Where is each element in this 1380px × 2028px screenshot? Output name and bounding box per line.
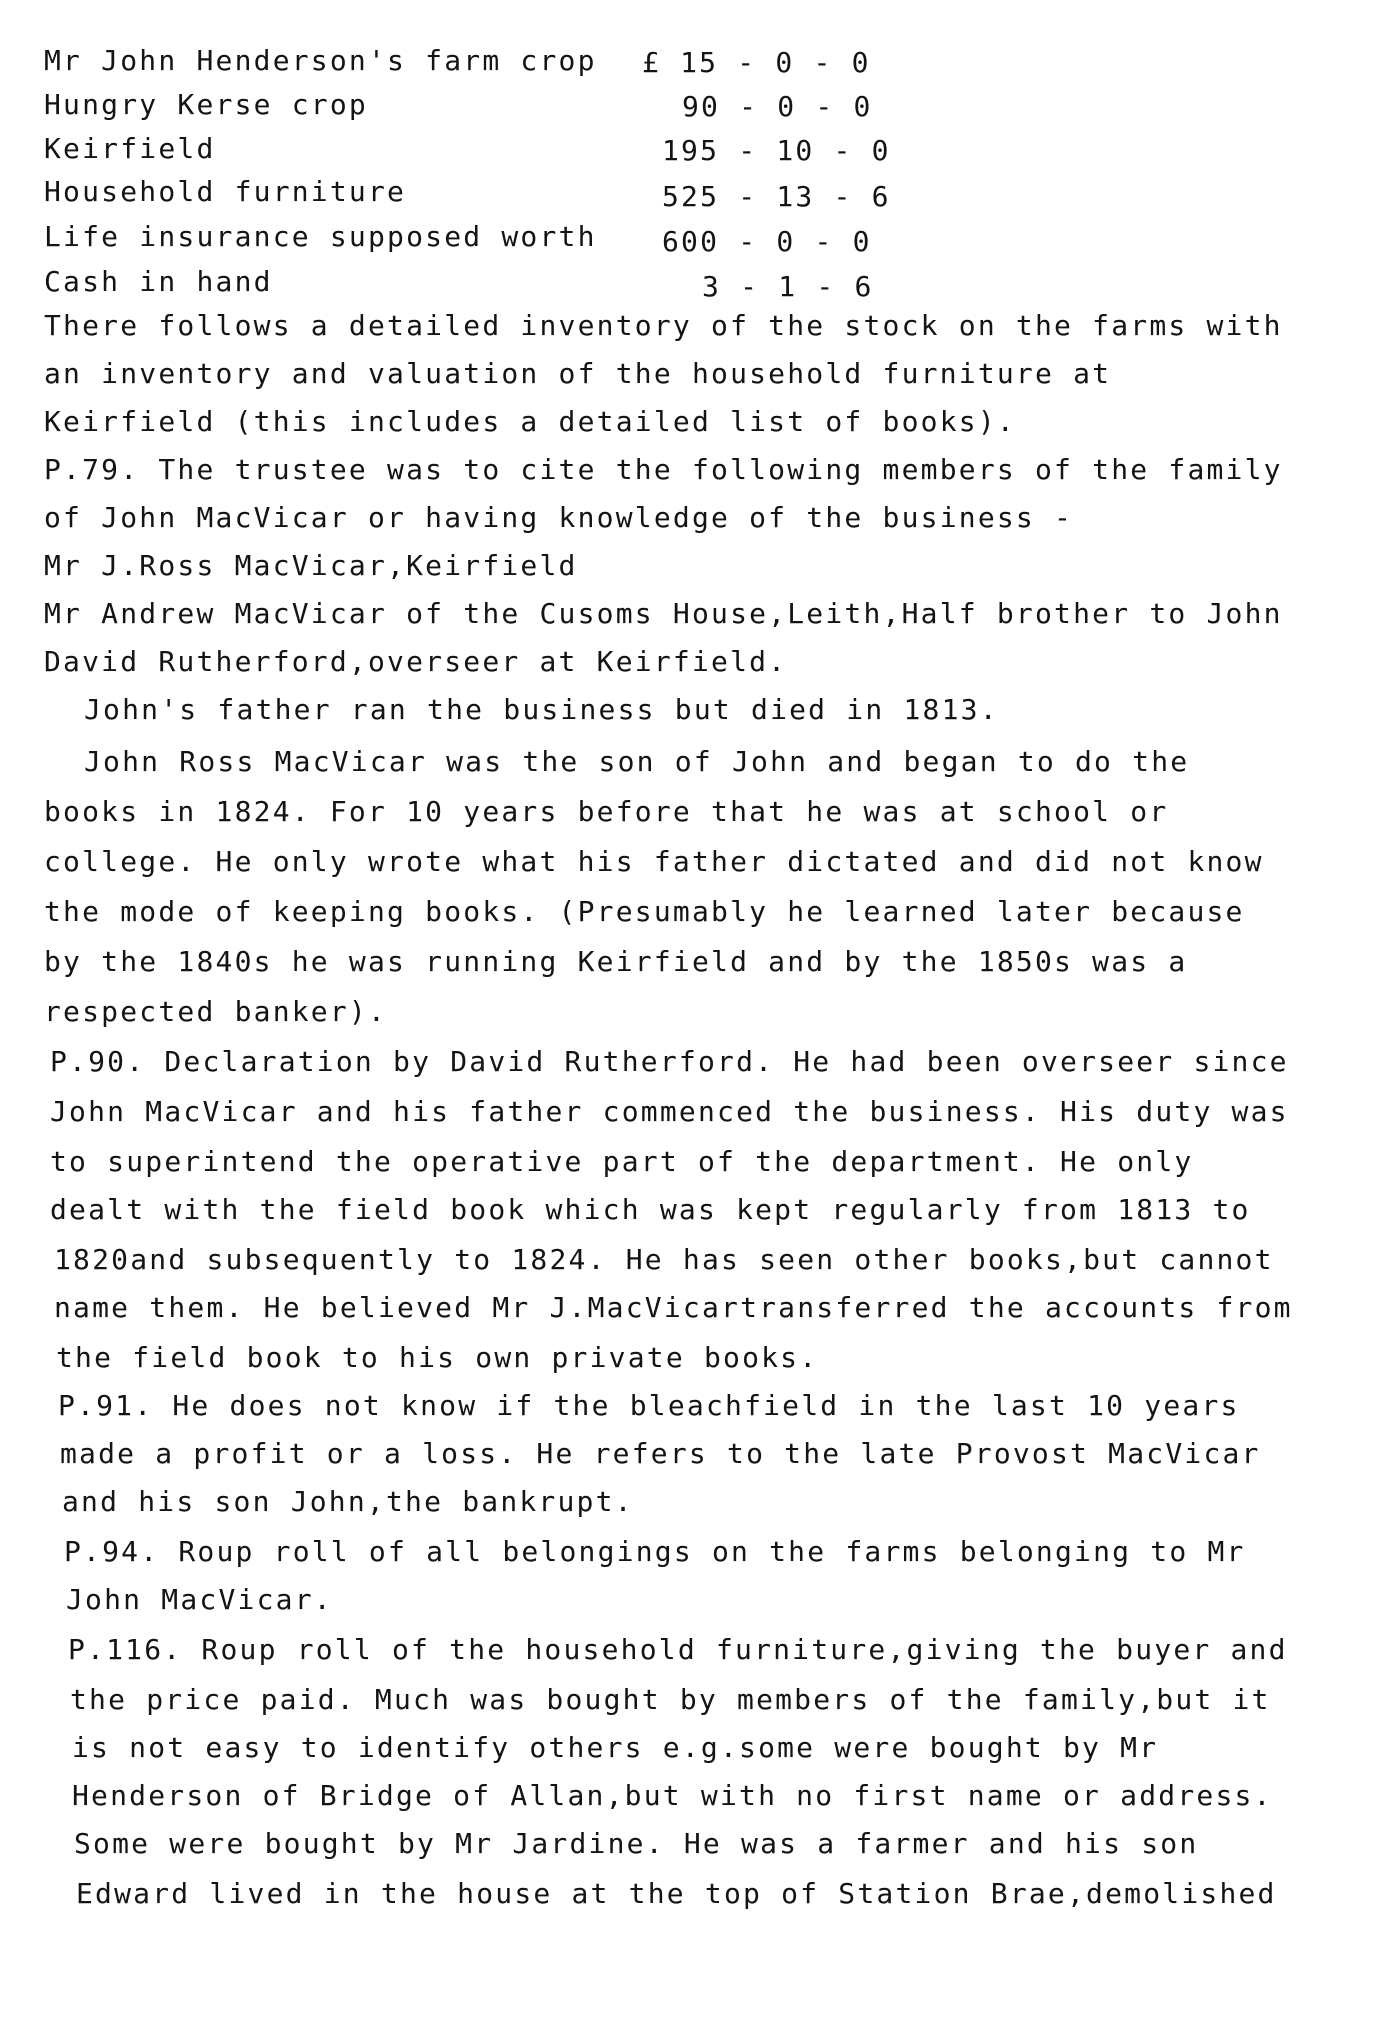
text-line: John MacVicar and his father commenced the business. His duty was bbox=[50, 1095, 1289, 1128]
ledger-amount: 525 - 13 - 6 bbox=[662, 180, 891, 213]
text-line: P.79. The trustee was to cite the following members of the family bbox=[44, 453, 1283, 486]
text-line: David Rutherford,overseer at Keirfield. bbox=[44, 645, 788, 678]
text-line: name them. He believed Mr J.MacVicartransferred the accounts from bbox=[54, 1291, 1293, 1324]
text-line: John MacVicar. bbox=[66, 1583, 333, 1616]
text-line: There follows a detailed inventory of the stock on the farms with bbox=[44, 309, 1283, 342]
ledger-amount: £ 15 - 0 - 0 bbox=[642, 46, 871, 79]
text-line: Some were bought by Mr Jardine. He was a farmer and his son bbox=[74, 1827, 1199, 1860]
ledger-label: Cash in hand bbox=[44, 265, 273, 298]
text-line: made a profit or a loss. He refers to the late Provost MacVicar bbox=[60, 1437, 1261, 1470]
text-line: to superintend the operative part of the department. He only bbox=[50, 1145, 1194, 1178]
text-line: dealt with the field book which was kept regularly from 1813 to bbox=[50, 1193, 1251, 1226]
text-line: P.90. Declaration by David Rutherford. He had been overseer since bbox=[50, 1045, 1289, 1078]
text-line: by the 1840s he was running Keirfield and by the 1850s was a bbox=[44, 945, 1188, 978]
text-line: P.94. Roup roll of all belongings on the farms belonging to Mr bbox=[64, 1535, 1246, 1568]
text-line: the price paid. Much was bought by members of the family,but it bbox=[70, 1683, 1271, 1716]
ledger-amount: 195 - 10 - 0 bbox=[662, 134, 891, 167]
ledger-label: Life insurance supposed worth bbox=[44, 220, 597, 253]
text-line: Keirfield (this includes a detailed list of books). bbox=[44, 405, 1016, 438]
text-line: respected banker). bbox=[44, 995, 388, 1028]
ledger-label: Hungry Kerse crop bbox=[44, 88, 368, 121]
text-line: books in 1824. For 10 years before that he was at school or bbox=[44, 795, 1169, 828]
text-line: Edward lived in the house at the top of Station Brae,demolished bbox=[76, 1877, 1277, 1910]
text-line: Mr J.Ross MacVicar,Keirfield bbox=[44, 549, 578, 582]
text-line: an inventory and valuation of the household furniture at bbox=[44, 357, 1112, 390]
text-line: the mode of keeping books. (Presumably he learned later because bbox=[44, 895, 1245, 928]
text-line: John's father ran the business but died in 1813. bbox=[84, 693, 999, 726]
text-line: John Ross MacVicar was the son of John and began to do the bbox=[84, 745, 1190, 778]
text-line: the field book to his own private books. bbox=[56, 1341, 819, 1374]
ledger-label: Mr John Henderson's farm crop bbox=[44, 44, 597, 77]
ledger-amount: 90 - 0 - 0 bbox=[682, 90, 873, 123]
text-line: 1820and subsequently to 1824. He has seen other books,but cannot bbox=[54, 1243, 1274, 1276]
text-line: of John MacVicar or having knowledge of the business - bbox=[44, 501, 1074, 534]
text-line: Henderson of Bridge of Allan,but with no first name or address. bbox=[72, 1779, 1273, 1812]
text-line: and his son John,the bankrupt. bbox=[62, 1485, 634, 1518]
text-line: is not easy to identify others e.g.some were bought by Mr bbox=[72, 1731, 1159, 1764]
ledger-amount: 600 - 0 - 0 bbox=[662, 225, 872, 258]
text-line: P.91. He does not know if the bleachfield in the last 10 years bbox=[58, 1389, 1240, 1422]
ledger-amount: 3 - 1 - 6 bbox=[702, 270, 874, 303]
text-line: P.116. Roup roll of the household furniture,giving the buyer and bbox=[68, 1633, 1288, 1666]
ledger-label: Keirfield bbox=[44, 132, 216, 165]
text-line: Mr Andrew MacVicar of the Cusoms House,Leith,Half brother to John bbox=[44, 597, 1283, 630]
ledger-label: Household furniture bbox=[44, 175, 407, 208]
text-line: college. He only wrote what his father dictated and did not know bbox=[44, 845, 1264, 878]
